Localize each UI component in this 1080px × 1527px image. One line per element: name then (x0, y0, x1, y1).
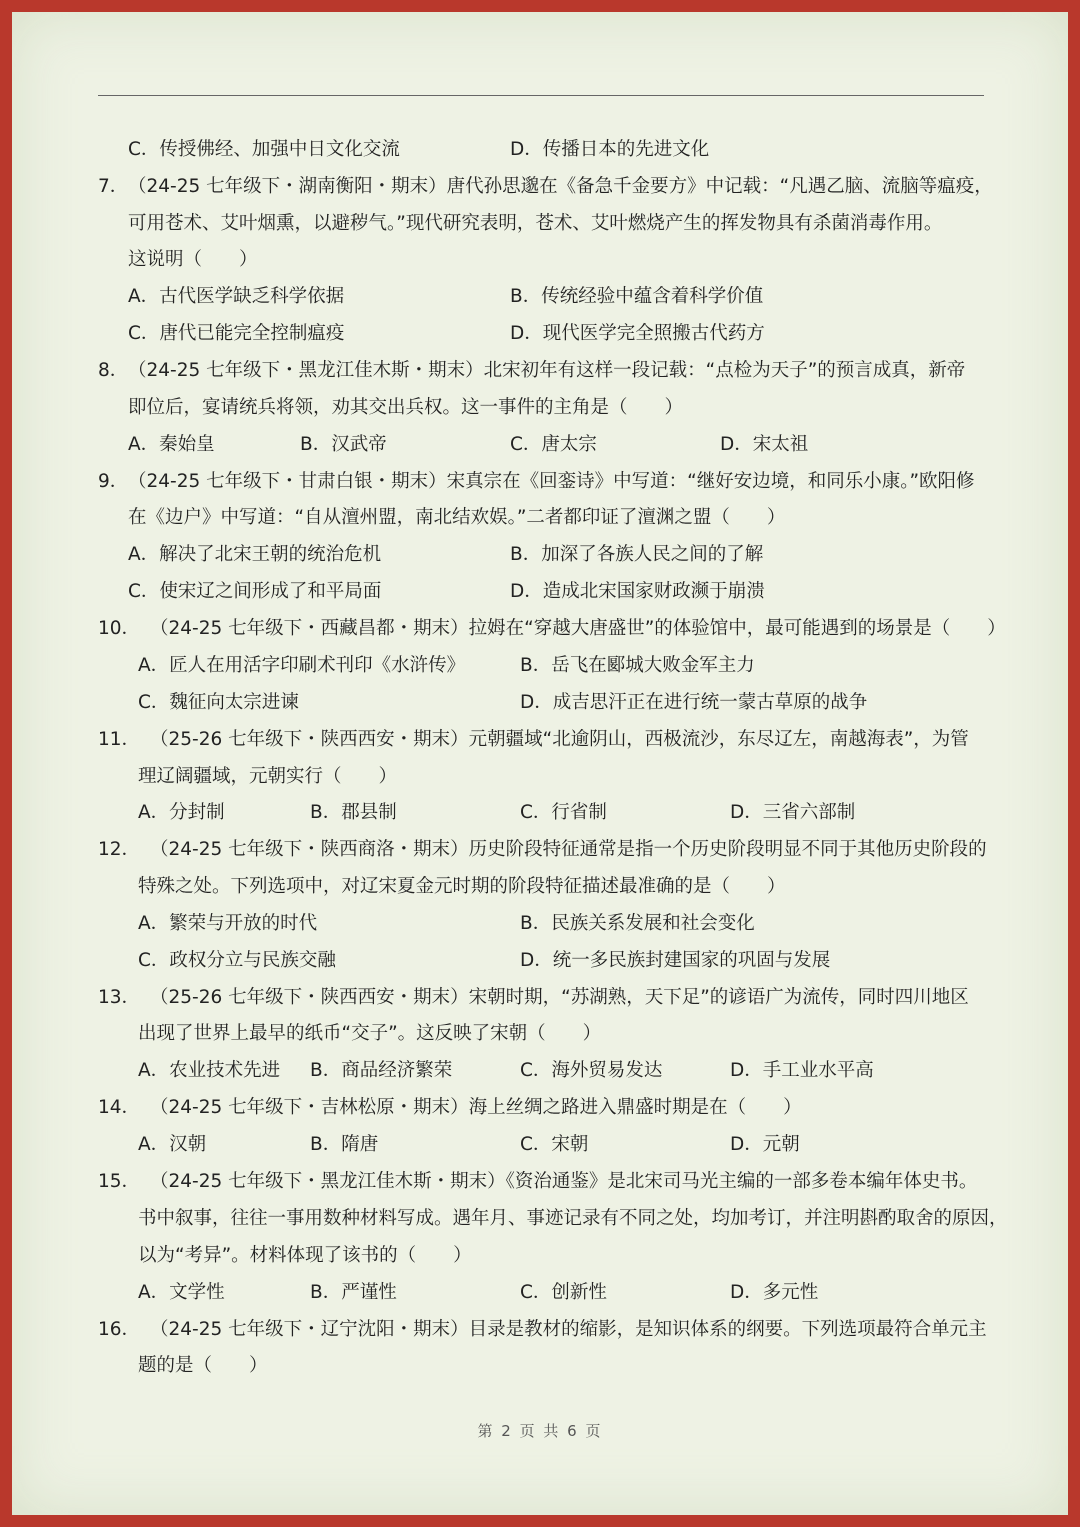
answer-option: C．传授佛经、加强中日文化交流 (128, 139, 400, 160)
answer-option: C．行省制 (520, 802, 607, 823)
question-number: 7． (98, 176, 129, 197)
question-text-line: 出现了世界上最早的纸币“交子”。这反映了宋朝（ ） (138, 1023, 602, 1044)
question-text-line: 题的是（ ） (138, 1355, 268, 1376)
question-text-line: （25-26 七年级下・陕西西安・期末）元朝疆域“北逾阴山，西极流沙，东尽辽左，南越海表”，为管 (150, 729, 969, 750)
answer-option: C．使宋辽之间形成了和平局面 (128, 581, 382, 602)
answer-option: C．唐代已能完全控制瘟疫 (128, 323, 345, 344)
answer-option: A．秦始皇 (128, 434, 215, 455)
answer-option: A．文学性 (138, 1282, 225, 1303)
question-number: 9． (98, 471, 129, 492)
answer-option: B．汉武帝 (300, 434, 387, 455)
question-number: 12． (98, 839, 141, 860)
page-footer: 第 2 页 共 6 页 (477, 1422, 603, 1440)
answer-option: C．创新性 (520, 1282, 607, 1303)
answer-option: D．造成北宋国家财政濒于崩溃 (510, 581, 765, 602)
answer-option: C．政权分立与民族交融 (138, 950, 336, 971)
question-text-line: 以为“考异”。材料体现了该书的（ ） (138, 1245, 472, 1266)
answer-option: C．魏征向太宗进谏 (138, 692, 299, 713)
answer-option: B．加深了各族人民之间的了解 (510, 544, 764, 565)
question-list (12, 12, 1068, 1515)
answer-option: C．宋朝 (520, 1134, 589, 1155)
question-number: 14． (98, 1097, 141, 1118)
answer-option: D．多元性 (730, 1282, 819, 1303)
question-number: 11． (98, 729, 141, 750)
answer-option: B．民族关系发展和社会变化 (520, 913, 755, 934)
question-text-line: 即位后，宴请统兵将领，劝其交出兵权。这一事件的主角是（ ） (128, 397, 684, 418)
answer-option: B．商品经济繁荣 (310, 1060, 453, 1081)
question-text-line: （24-25 七年级下・西藏昌都・期末）拉姆在“穿越大唐盛世”的体验馆中，最可能遇到的场景是（ ） (150, 618, 1006, 639)
answer-option: A．分封制 (138, 802, 225, 823)
question-text-line: 理辽阔疆域，元朝实行（ ） (138, 766, 398, 787)
question-text-line: 书中叙事，往往一事用数种材料写成。遇年月、事迹记录有不同之处，均加考订，并注明斟酌取舍的原因， (138, 1208, 1008, 1229)
answer-option: D．手工业水平高 (730, 1060, 874, 1081)
question-number: 8． (98, 360, 129, 381)
answer-option: D．传播日本的先进文化 (510, 139, 710, 160)
question-text-line: 这说明（ ） (128, 249, 258, 270)
answer-option: A．农业技术先进 (138, 1060, 281, 1081)
question-number: 16． (98, 1319, 141, 1340)
question-text-line: （24-25 七年级下・吉林松原・期末）海上丝绸之路进入鼎盛时期是在（ ） (150, 1097, 802, 1118)
answer-option: B．郡县制 (310, 802, 397, 823)
answer-option: B．传统经验中蕴含着科学价值 (510, 286, 764, 307)
question-text-line: 特殊之处。下列选项中，对辽宋夏金元时期的阶段特征描述最准确的是（ ） (138, 876, 786, 897)
question-text-line: （25-26 七年级下・陕西西安・期末）宋朝时期，“苏湖熟，天下足”的谚语广为流传，同时四川地区 (150, 987, 969, 1008)
question-text-line: （24-25 七年级下・湖南衡阳・期末）唐代孙思邈在《备急千金要方》中记载：“凡遇乙脑、流脑等瘟疫， (128, 176, 993, 197)
question-text-line: （24-25 七年级下・黑龙江佳木斯・期末）《资治通鉴》是北宋司马光主编的一部多卷本编年体史书。 (150, 1171, 978, 1192)
question-text-line: 在《边户》中写道：“自从澶州盟，南北结欢娱。”二者都印证了澶渊之盟（ ） (128, 507, 786, 528)
answer-option: C．海外贸易发达 (520, 1060, 663, 1081)
page-sheet (12, 12, 1068, 1515)
answer-option: A．古代医学缺乏科学依据 (128, 286, 345, 307)
answer-option: A．汉朝 (138, 1134, 207, 1155)
answer-option: D．宋太祖 (720, 434, 809, 455)
answer-option: B．隋唐 (310, 1134, 379, 1155)
question-number: 10． (98, 618, 141, 639)
answer-option: A．解决了北宋王朝的统治危机 (128, 544, 382, 565)
answer-option: D．三省六部制 (730, 802, 856, 823)
question-number: 15． (98, 1171, 141, 1192)
question-text-line: （24-25 七年级下・黑龙江佳木斯・期末）北宋初年有这样一段记载：“点检为天子”的预言成真，新帝 (128, 360, 966, 381)
answer-option: D．现代医学完全照搬古代药方 (510, 323, 765, 344)
answer-option: D．元朝 (730, 1134, 800, 1155)
question-number: 13． (98, 987, 141, 1008)
answer-option: B．岳飞在郾城大败金军主力 (520, 655, 755, 676)
answer-option: C．唐太宗 (510, 434, 597, 455)
answer-option: D．统一多民族封建国家的巩固与发展 (520, 950, 831, 971)
question-text-line: （24-25 七年级下・辽宁沈阳・期末）目录是教材的缩影，是知识体系的纲要。下列选项最符合单元主 (150, 1319, 987, 1340)
question-text-line: （24-25 七年级下・陕西商洛・期末）历史阶段特征通常是指一个历史阶段明显不同于其他历史阶段的 (150, 839, 987, 860)
question-text-line: 可用苍术、艾叶烟熏，以避秽气。”现代研究表明，苍术、艾叶燃烧产生的挥发物具有杀菌消毒作用。 (128, 213, 943, 234)
answer-option: B．严谨性 (310, 1282, 397, 1303)
answer-option: A．繁荣与开放的时代 (138, 913, 318, 934)
question-text-line: （24-25 七年级下・甘肃白银・期末）宋真宗在《回銮诗》中写道：“继好安边境，和同乐小康。”欧阳修 (128, 471, 975, 492)
answer-option: D．成吉思汗正在进行统一蒙古草原的战争 (520, 692, 868, 713)
answer-option: A．匠人在用活字印刷术刊印《水浒传》 (138, 655, 466, 676)
